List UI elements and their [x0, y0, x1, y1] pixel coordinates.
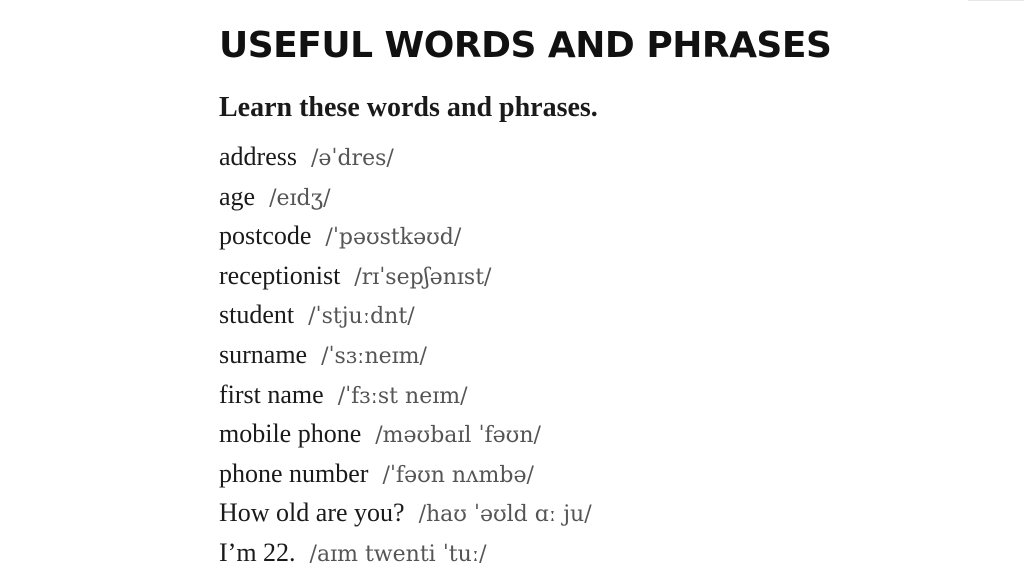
- list-item: [219, 375, 592, 415]
- list-item: [219, 493, 592, 533]
- vocab-pronunciation: /aɪm twenti ˈtuː/: [309, 541, 487, 567]
- vocab-term: mobile phone: [219, 419, 362, 449]
- list-item: [219, 533, 592, 573]
- instruction-text: Learn these words and phrases.: [219, 92, 598, 123]
- vocab-term: age: [219, 181, 256, 211]
- list-item: [219, 177, 592, 217]
- vocab-term: I’m 22.: [219, 537, 296, 567]
- list-item: [219, 454, 592, 494]
- vocab-term: first name: [219, 379, 324, 409]
- vocab-pronunciation: /eɪdʒ/: [269, 185, 331, 211]
- vocab-term: address: [219, 142, 297, 171]
- vocab-pronunciation: /ˈstjuːdnt/: [308, 304, 415, 330]
- vocab-pronunciation: /haʊ ˈəʊld ɑː ju/: [418, 502, 592, 528]
- list-item: [219, 137, 592, 177]
- vocab-term: How old are you?: [219, 498, 405, 528]
- list-item: [219, 295, 592, 335]
- vocabulary-list: [219, 137, 592, 573]
- list-item: [219, 335, 592, 375]
- vocab-pronunciation: /ˈfəʊn nʌmbə/: [382, 462, 534, 488]
- vocab-term: receptionist: [219, 260, 341, 290]
- list-item: [219, 414, 592, 454]
- vocab-pronunciation: /rɪˈsepʃənɪst/: [354, 264, 492, 290]
- slide-edge-line: [968, 0, 1024, 1]
- list-item: [219, 256, 592, 296]
- vocab-term: surname: [219, 339, 308, 369]
- vocab-term: phone number: [219, 458, 369, 488]
- vocab-pronunciation: /ˈfɜːst neɪm/: [337, 383, 468, 409]
- vocab-pronunciation: /məʊbaɪl ˈfəʊn/: [375, 423, 541, 449]
- page-title: USEFUL WORDS AND PHRASES: [219, 25, 832, 66]
- vocab-pronunciation: /ˈpəʊstkəʊd/: [325, 225, 462, 251]
- vocab-pronunciation: /əˈdres/: [310, 146, 394, 171]
- vocab-term: student: [219, 300, 295, 330]
- vocab-pronunciation: /ˈsɜːneɪm/: [321, 343, 427, 369]
- list-item: [219, 216, 592, 256]
- vocab-term: postcode: [219, 221, 312, 251]
